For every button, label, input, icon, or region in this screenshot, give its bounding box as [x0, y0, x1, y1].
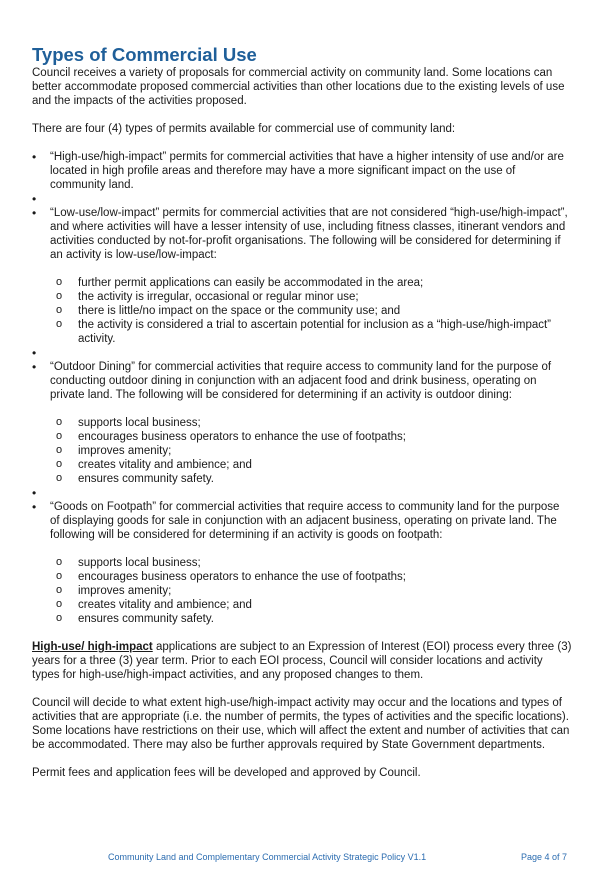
eoi-text: applications are subject to an Expression of Interest (EOI) process every three (3) years for a three (3) year term. Prior to each EOI process, Council will consider locations and activity types for high-use/high-impact activities, and any proposed changes to them. [32, 641, 572, 681]
list-item: o ensures community safety. [50, 612, 572, 626]
intro-paragraph: Council receives a variety of proposals for commercial activity on community land. Some locations can better accommodate proposed commercial activities than other locations due to the existing levels of use and the impacts of the activities proposed. [32, 67, 565, 107]
bullet-goods-on-footpath [32, 500, 572, 626]
list-item: o encourages business operators to enhance the use of footpaths; [50, 430, 572, 444]
list-item: o encourages business operators to enhance the use of footpaths; [50, 570, 572, 584]
outdoor-dining-criteria [32, 416, 572, 486]
bullet-low-use [32, 206, 572, 346]
list-item: o the activity is irregular, occasional or regular minor use; [50, 290, 572, 304]
extent-paragraph: Council will decide to what extent high-use/high-impact activity may occur and the locations and types of activities that are appropriate (i.e. the number of permits, the types of activities and the specific locations). Some locations have restrictions on their use, which will affect the extent and number of activities that can be accommodated. There may also be further approvals required by State Government departments. [32, 697, 570, 751]
list-item: o improves amenity; [50, 584, 572, 598]
list-item: o supports local business; [50, 416, 572, 430]
goods-on-footpath-criteria [32, 556, 572, 626]
list-item: o the activity is considered a trial to ascertain potential for inclusion as a “high-use/high-impact” activity. [50, 318, 572, 346]
list-item: o improves amenity; [50, 444, 572, 458]
permits-intro: There are four (4) types of permits available for commercial use of community land: [32, 123, 456, 135]
eoi-paragraph [32, 640, 572, 682]
low-use-criteria [32, 276, 572, 346]
eoi-lead: High-use/ high-impact [32, 641, 153, 653]
document-page [32, 44, 572, 780]
bullet-spacer [32, 346, 572, 360]
list-item: o further permit applications can easily be accommodated in the area; [50, 276, 572, 290]
bullet-spacer [32, 486, 572, 500]
list-item: o supports local business; [50, 556, 572, 570]
bullet-goods-on-footpath-text: “Goods on Footpath” for commercial activities that require access to community land for the purpose of displaying goods for sale in conjunction with an adjacent business, operating on private land. The following will be considered for determining if an activity is goods on footpath: [50, 501, 560, 541]
bullet-high-use [32, 150, 572, 192]
bullet-spacer [32, 192, 572, 206]
page-title: Types of Commercial Use [32, 44, 257, 65]
bullet-high-use-text: “High-use/high-impact” permits for commercial activities that have a higher intensity of use and/or are located in high profile areas and therefore may have a more significant impact on the use of community land. [50, 151, 564, 191]
list-item: o ensures community safety. [50, 472, 572, 486]
footer-doc-title: Community Land and Complementary Commercial Activity Strategic Policy V1.1 [108, 852, 427, 862]
fees-paragraph: Permit fees and application fees will be developed and approved by Council. [32, 767, 421, 779]
bullet-outdoor-dining [32, 360, 572, 486]
list-item: o creates vitality and ambience; and [50, 458, 572, 472]
footer-page-number: Page 4 of 7 [521, 852, 568, 862]
list-item: o there is little/no impact on the space or the community use; and [50, 304, 572, 318]
bullet-low-use-text: “Low-use/low-impact” permits for commercial activities that are not considered “high-use/high-impact”, and where activities will have a lesser intensity of use, including fitness classes, itinerant vendors and activities conducted by not-for-profit organisations. The following will be considered for determining if an activity is low-use/low-impact: [50, 207, 568, 261]
list-item: o creates vitality and ambience; and [50, 598, 572, 612]
bullet-outdoor-dining-text: “Outdoor Dining” for commercial activities that require access to community land for the purpose of conducting outdoor dining in conjunction with an adjacent food and drink business, operating on private land. The following will be considered for determining if an activity is outdoor dining: [50, 361, 552, 401]
permit-types-list [32, 150, 572, 626]
